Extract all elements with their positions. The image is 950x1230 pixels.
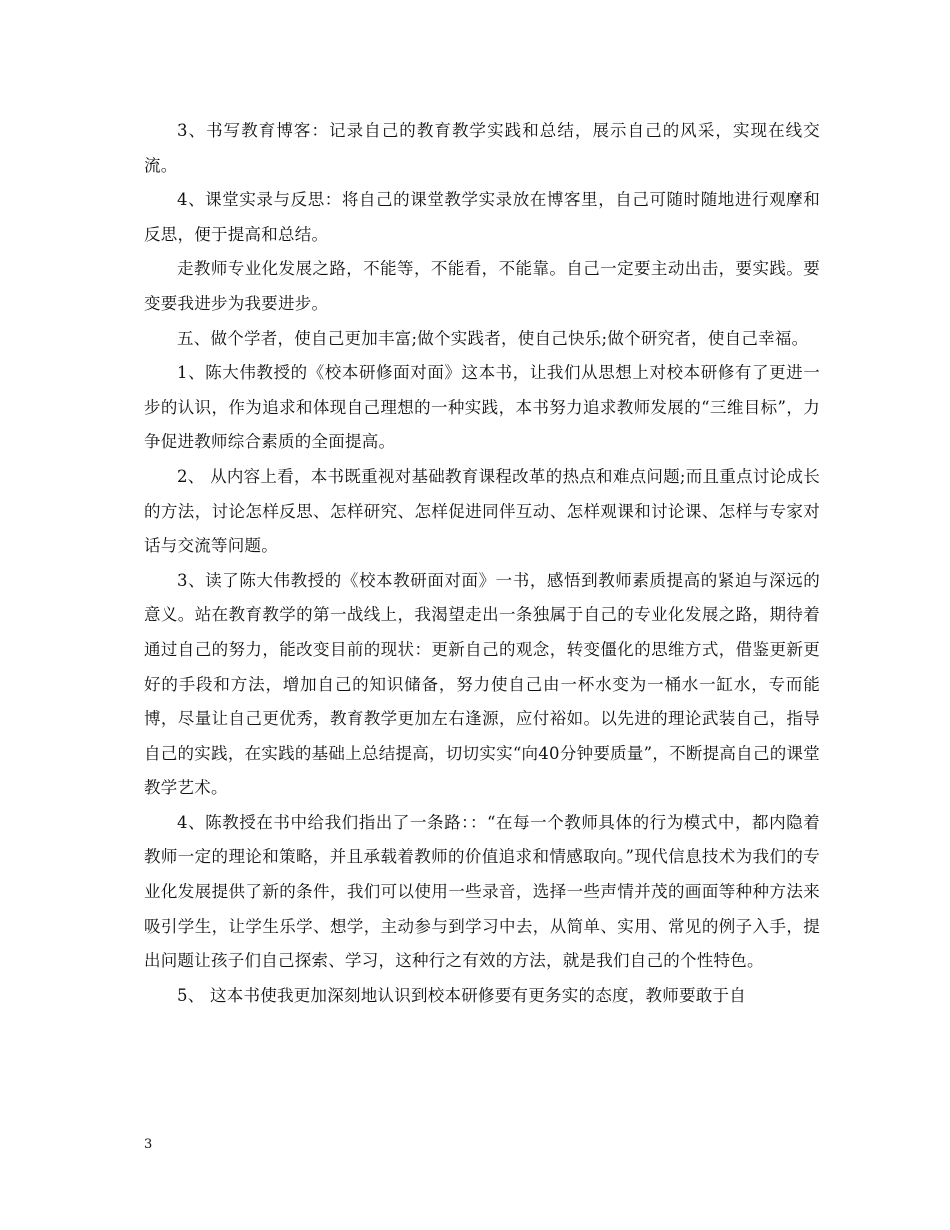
paragraph-book-point-4: 4、陈教授在书中给我们指出了一条路：：“在每一个教师具体的行为模式中，都内隐着教师一定的理论和策略，并且承载着教师的价值追求和情感取向。”现代信息技术为我们的专业化发展提供了新的条件，我们可以使用一些录音，选择一些声情并茂的画面等种种方法来吸引学生，让学生乐学、想学，主动参与到学习中去，从简单、实用、常见的例子入手，提出问题让孩子们自己探索、学习，这种行之有效的方法，就是我们自己的个性特色。 bbox=[144, 812, 820, 971]
paragraph-section-five-heading: 五、做个学者，使自己更加丰富;做个实践者，使自己快乐;做个研究者，使自己幸福。 bbox=[177, 328, 809, 348]
paragraph-book-point-1: 1、陈大伟教授的《校本研修面对面》这本书，让我们从思想上对校本研修有了更进一步的认识，作为追求和体现自己理想的一种实践，本书努力追求教师发展的“三维目标”，力争促进教师综合素质的全面提高。 bbox=[144, 363, 820, 452]
paragraph-blog-writing: 3、书写教育博客：记录自己的教育教学实践和总结，展示自己的风采，实现在线交流。 bbox=[144, 121, 820, 175]
paragraph-professional-development: 走教师专业化发展之路，不能等，不能看，不能靠。自己一定要主动出击，要实践。要变要我进步为我要进步。 bbox=[144, 259, 820, 313]
paragraph-book-point-2: 2、 从内容上看，本书既重视对基础教育课程改革的热点和难点问题;而且重点讨论成长的方法，讨论怎样反思、怎样研究、怎样促进同伴互动、怎样观课和讨论课、怎样与专家对话与交流等问题。 bbox=[144, 466, 820, 556]
document-body bbox=[144, 114, 820, 1013]
paragraph-book-point-5: 5、 这本书使我更加深刻地认识到校本研修要有更务实的态度，教师要敢于自 bbox=[177, 985, 746, 1005]
page-number: 3 bbox=[144, 1137, 153, 1152]
paragraph-class-record-reflection: 4、课堂实录与反思：将自己的课堂教学实录放在博客里，自己可随时随地进行观摩和反思，便于提高和总结。 bbox=[144, 190, 820, 244]
paragraph-book-point-3: 3、读了陈大伟教授的《校本教研面对面》一书，感悟到教师素质提高的紧迫与深远的意义。站在教育教学的第一战线上，我渴望走出一条独属于自己的专业化发展之路，期待着通过自己的努力，能改变目前的现状：更新自己的观念，转变僵化的思维方式，借鉴更新更好的手段和方法，增加自己的知识储备，努力使自己由一杯水变为一桶水一缸水，专而能博，尽量让自己更优秀，教育教学更加左右逢源，应付裕如。以先进的理论武装自己，指导自己的实践，在实践的基础上总结提高，切切实实“向40分钟要质量”，不断提高自己的课堂教学艺术。 bbox=[144, 570, 820, 798]
